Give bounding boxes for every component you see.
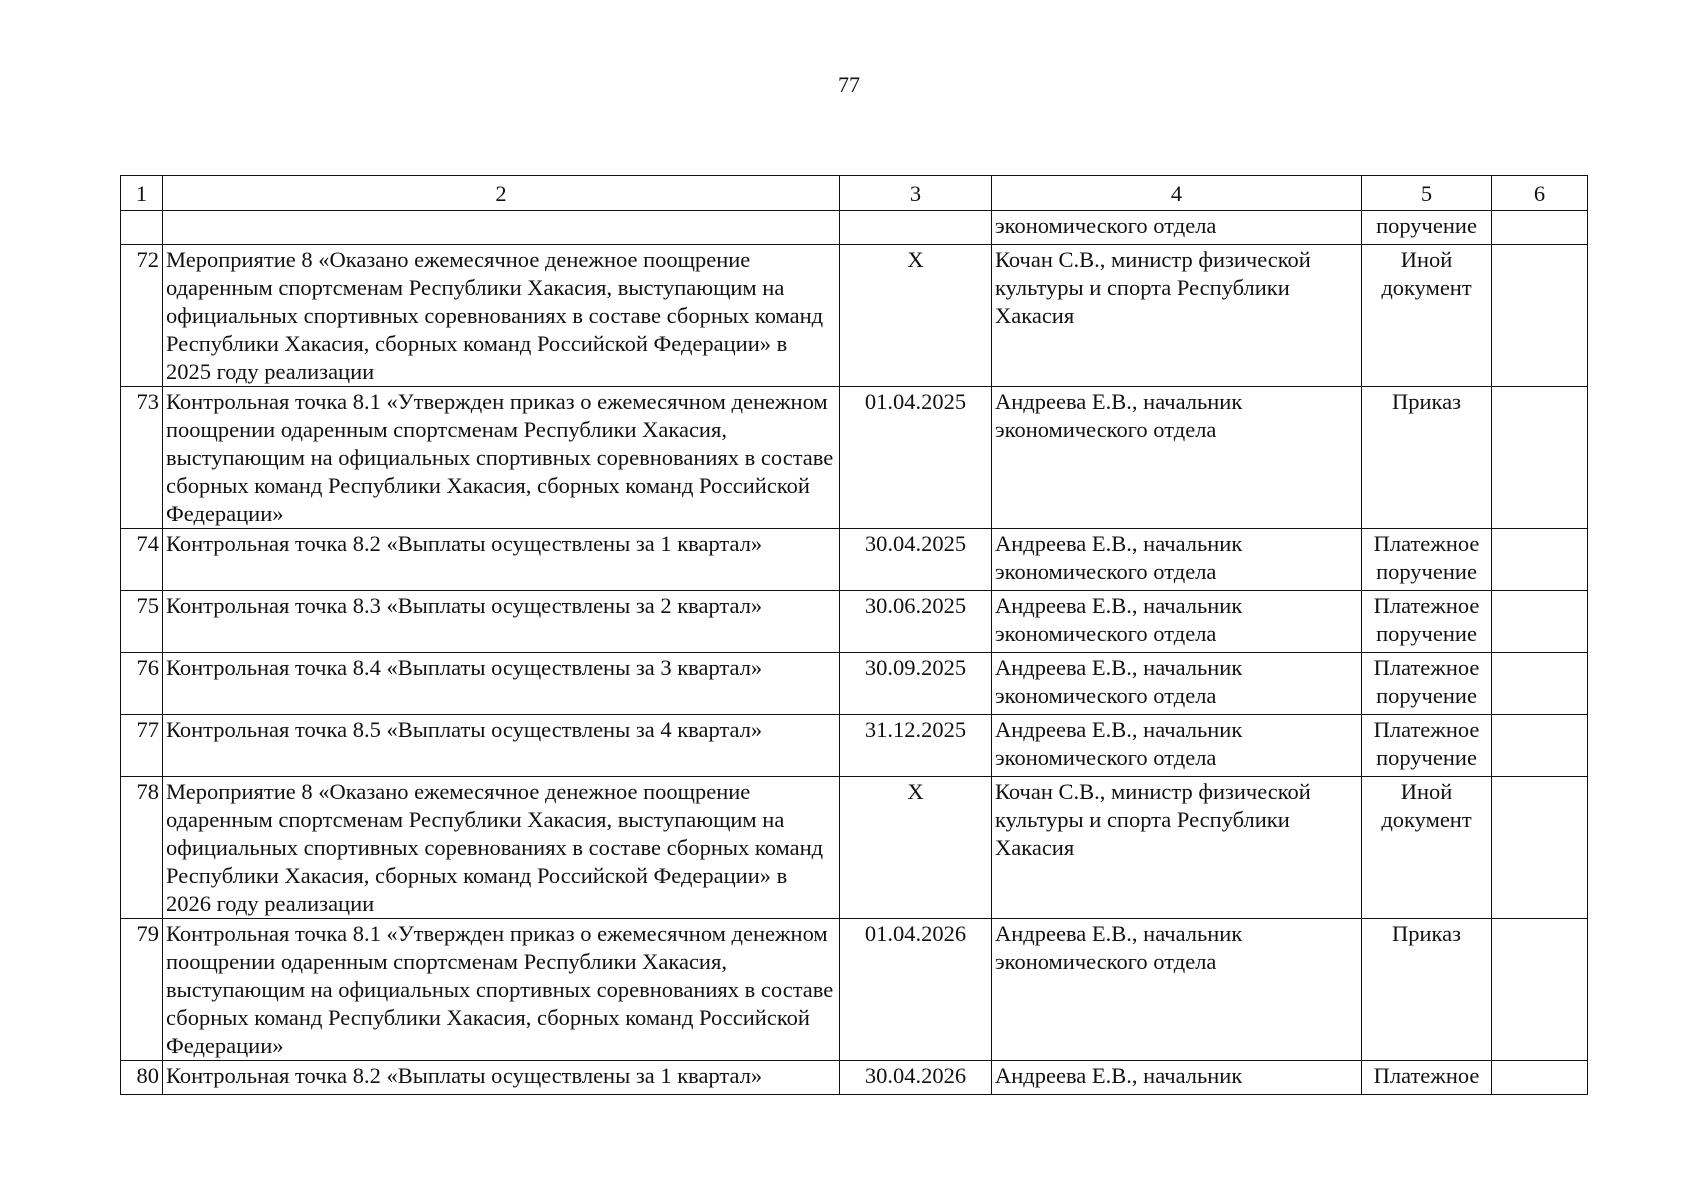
row-date: 01.04.2026 <box>840 919 992 1061</box>
row-number: 79 <box>121 919 163 1061</box>
row-extra <box>1492 777 1588 919</box>
row-doc-type: Платежное поручение <box>1362 529 1492 591</box>
table-row <box>121 1061 1588 1095</box>
table-row <box>121 777 1588 919</box>
row-doc-type: Платежное поручение <box>1362 715 1492 777</box>
row-doc-type: Иной документ <box>1362 777 1492 919</box>
row-number: 74 <box>121 529 163 591</box>
row-extra <box>1492 715 1588 777</box>
row-date: 01.04.2025 <box>840 387 992 529</box>
row-text: Контрольная точка 8.3 «Выплаты осуществлены за 2 квартал» <box>163 591 840 653</box>
row-doc-type: поручение <box>1362 211 1492 245</box>
header-cell: 1 <box>121 176 163 211</box>
row-extra <box>1492 653 1588 715</box>
row-number: 80 <box>121 1061 163 1095</box>
row-extra <box>1492 591 1588 653</box>
header-cell: 4 <box>992 176 1362 211</box>
row-extra <box>1492 245 1588 387</box>
row-date: Х <box>840 777 992 919</box>
row-doc-type: Иной документ <box>1362 245 1492 387</box>
row-doc-type: Платежное поручение <box>1362 591 1492 653</box>
table-row <box>121 211 1588 245</box>
row-date <box>840 211 992 245</box>
row-date: 31.12.2025 <box>840 715 992 777</box>
row-responsible: Кочан С.В., министр физической культуры и спорта Республики Хакасия <box>992 777 1362 919</box>
row-text: Контрольная точка 8.2 «Выплаты осуществлены за 1 квартал» <box>163 529 840 591</box>
row-responsible: экономического отдела <box>992 211 1362 245</box>
row-date: 30.04.2025 <box>840 529 992 591</box>
row-text: Контрольная точка 8.5 «Выплаты осуществлены за 4 квартал» <box>163 715 840 777</box>
row-text: Контрольная точка 8.1 «Утвержден приказ о ежемесячном денежном поощрении одаренным спортсменам Республики Хакасия, выступающим на официальных спортивных соревнованиях в составе сборных команд Республики Хакасия, сборных команд Российской Федерации» <box>163 919 840 1061</box>
page-number: 77 <box>838 72 860 97</box>
row-date: 30.06.2025 <box>840 591 992 653</box>
row-number: 78 <box>121 777 163 919</box>
header-cell: 3 <box>840 176 992 211</box>
row-text: Контрольная точка 8.1 «Утвержден приказ о ежемесячном денежном поощрении одаренным спортсменам Республики Хакасия, выступающим на официальных спортивных соревнованиях в составе сборных команд Республики Хакасия, сборных команд Российской Федерации» <box>163 387 840 529</box>
row-number: 73 <box>121 387 163 529</box>
row-text: Мероприятие 8 «Оказано ежемесячное денежное поощрение одаренным спортсменам Республики Хакасия, выступающим на официальных спортивных соревнованиях в составе сборных команд Республики Хакасия, сборных команд Российской Федерации» в 2025 году реализации <box>163 245 840 387</box>
row-text: Контрольная точка 8.2 «Выплаты осуществлены за 1 квартал» <box>163 1061 840 1095</box>
row-number: 77 <box>121 715 163 777</box>
table-row <box>121 919 1588 1061</box>
table-row <box>121 591 1588 653</box>
row-number: 72 <box>121 245 163 387</box>
row-responsible: Андреева Е.В., начальник экономического отдела <box>992 591 1362 653</box>
row-responsible: Андреева Е.В., начальник <box>992 1061 1362 1095</box>
table-row <box>121 529 1588 591</box>
row-extra <box>1492 919 1588 1061</box>
row-date: 30.09.2025 <box>840 653 992 715</box>
row-responsible: Андреева Е.В., начальник экономического отдела <box>992 919 1362 1061</box>
row-number: 75 <box>121 591 163 653</box>
table-row <box>121 387 1588 529</box>
row-responsible: Андреева Е.В., начальник экономического отдела <box>992 529 1362 591</box>
row-text: Контрольная точка 8.4 «Выплаты осуществлены за 3 квартал» <box>163 653 840 715</box>
header-cell: 6 <box>1492 176 1588 211</box>
table-header-row <box>121 176 1588 211</box>
row-doc-type: Платежное поручение <box>1362 653 1492 715</box>
row-number <box>121 211 163 245</box>
header-cell: 5 <box>1362 176 1492 211</box>
row-extra <box>1492 529 1588 591</box>
row-responsible: Кочан С.В., министр физической культуры и спорта Республики Хакасия <box>992 245 1362 387</box>
row-responsible: Андреева Е.В., начальник экономического отдела <box>992 387 1362 529</box>
row-doc-type: Приказ <box>1362 387 1492 529</box>
row-text <box>163 211 840 245</box>
row-responsible: Андреева Е.В., начальник экономического отдела <box>992 653 1362 715</box>
plan-table <box>120 175 1588 1095</box>
row-text: Мероприятие 8 «Оказано ежемесячное денежное поощрение одаренным спортсменам Республики Хакасия, выступающим на официальных спортивных соревнованиях в составе сборных команд Республики Хакасия, сборных команд Российской Федерации» в 2026 году реализации <box>163 777 840 919</box>
header-cell: 2 <box>163 176 840 211</box>
row-doc-type: Платежное <box>1362 1061 1492 1095</box>
row-extra <box>1492 387 1588 529</box>
table-row <box>121 653 1588 715</box>
row-date: 30.04.2026 <box>840 1061 992 1095</box>
row-extra <box>1492 211 1588 245</box>
row-responsible: Андреева Е.В., начальник экономического отдела <box>992 715 1362 777</box>
row-doc-type: Приказ <box>1362 919 1492 1061</box>
table-row <box>121 245 1588 387</box>
row-number: 76 <box>121 653 163 715</box>
row-extra <box>1492 1061 1588 1095</box>
table-row <box>121 715 1588 777</box>
row-date: Х <box>840 245 992 387</box>
